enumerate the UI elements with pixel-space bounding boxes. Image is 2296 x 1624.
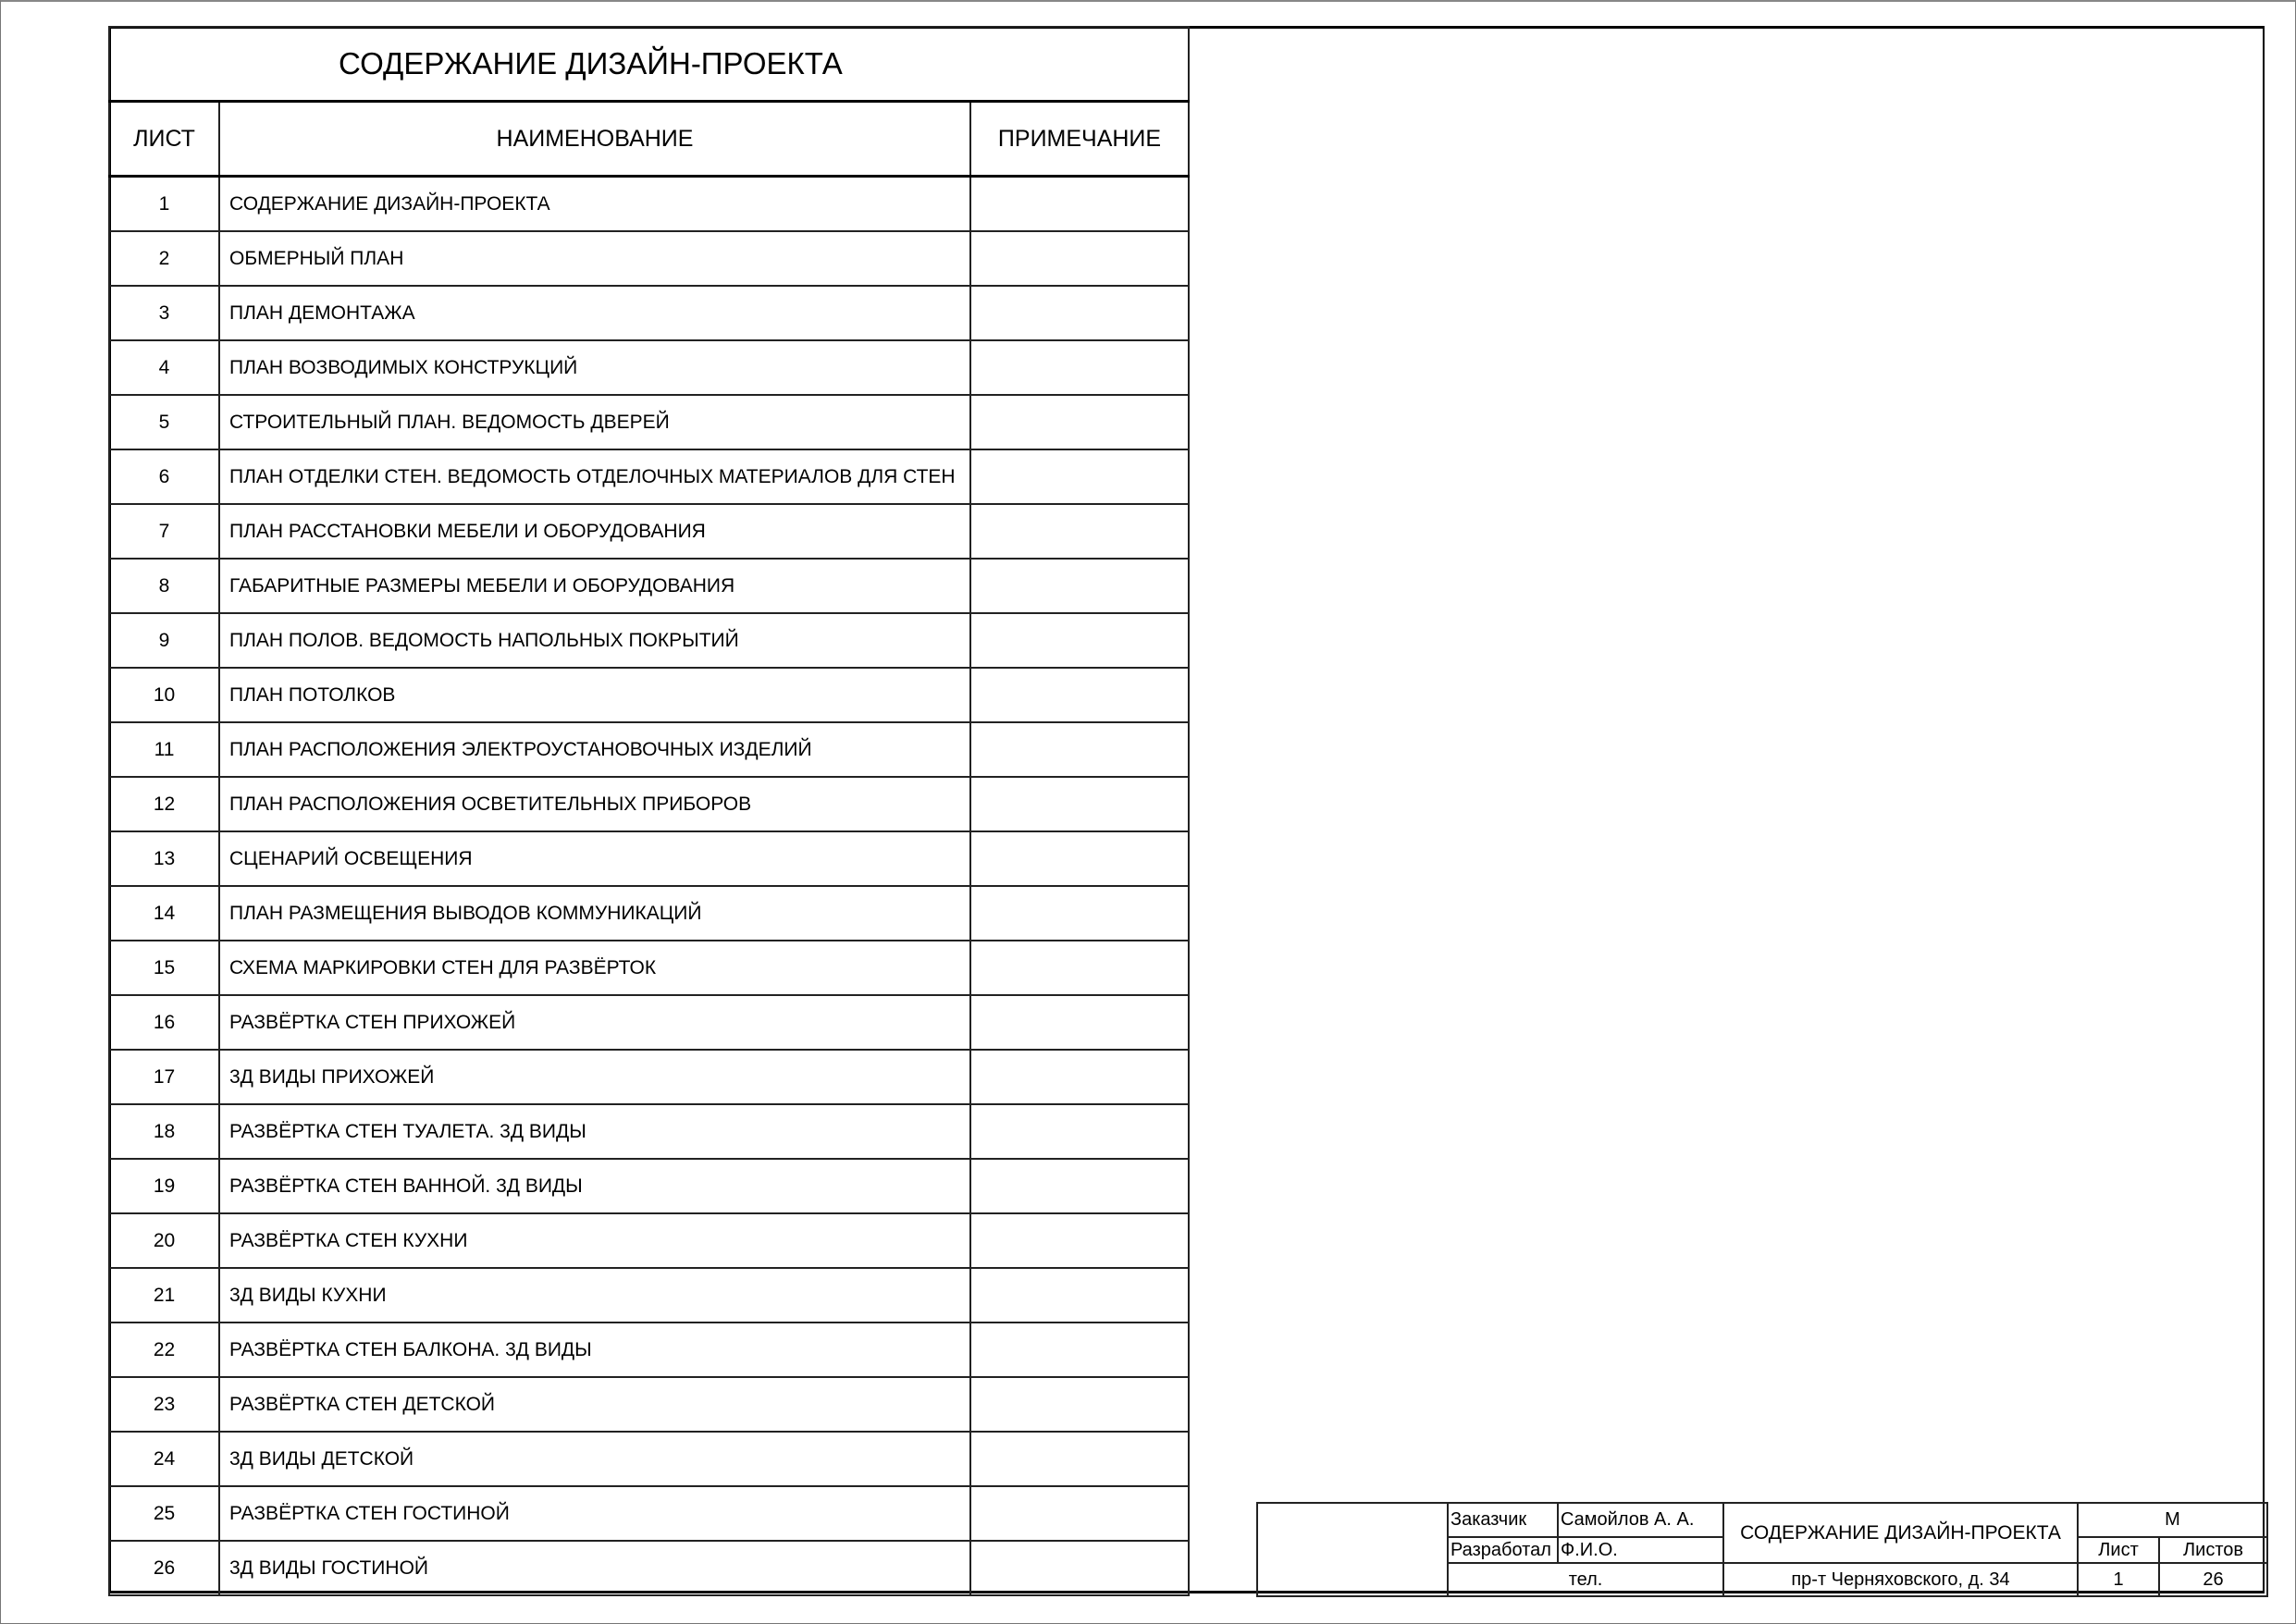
row-sheet-number: 23	[109, 1377, 219, 1432]
row-name: ПЛАН ВОЗВОДИМЫХ КОНСТРУКЦИЙ	[219, 340, 970, 395]
table-row	[109, 1213, 1189, 1268]
table-row	[109, 559, 1189, 613]
row-sheet-number: 25	[109, 1486, 219, 1541]
row-name: ГАБАРИТНЫЕ РАЗМЕРЫ МЕБЕЛИ И ОБОРУДОВАНИЯ	[219, 559, 970, 613]
row-name: РАЗВЁРТКА СТЕН ВАННОЙ. 3Д ВИДЫ	[219, 1159, 970, 1213]
table-row	[109, 1323, 1189, 1377]
sheet-title: СОДЕРЖАНИЕ ДИЗАЙН-ПРОЕКТА	[1723, 1503, 2078, 1563]
row-sheet-number: 6	[109, 449, 219, 504]
row-sheet-number: 1	[109, 177, 219, 232]
row-note	[970, 286, 1189, 340]
row-name: 3Д ВИДЫ ГОСТИНОЙ	[219, 1541, 970, 1595]
table-row	[109, 1486, 1189, 1541]
header-note: ПРИМЕЧАНИЕ	[970, 102, 1189, 177]
row-sheet-number: 20	[109, 1213, 219, 1268]
row-sheet-number: 10	[109, 668, 219, 722]
table-row	[109, 449, 1189, 504]
row-name: 3Д ВИДЫ КУХНИ	[219, 1268, 970, 1323]
row-sheet-number: 26	[109, 1541, 219, 1595]
row-note	[970, 831, 1189, 886]
table-row	[109, 231, 1189, 286]
developer-label: Разработал	[1448, 1537, 1558, 1563]
contents-title: СОДЕРЖАНИЕ ДИЗАЙН-ПРОЕКТА	[109, 27, 1189, 102]
row-note	[970, 1104, 1189, 1159]
row-sheet-number: 19	[109, 1159, 219, 1213]
table-row	[109, 886, 1189, 941]
row-note	[970, 1432, 1189, 1486]
table-row	[109, 995, 1189, 1050]
row-note	[970, 559, 1189, 613]
table-row	[109, 1050, 1189, 1104]
table-row	[109, 1377, 1189, 1432]
table-row	[109, 722, 1189, 777]
row-note	[970, 777, 1189, 831]
row-note	[970, 1213, 1189, 1268]
row-name: РАЗВЁРТКА СТЕН ГОСТИНОЙ	[219, 1486, 970, 1541]
table-row	[109, 1432, 1189, 1486]
row-sheet-number: 4	[109, 340, 219, 395]
row-note	[970, 1159, 1189, 1213]
row-sheet-number: 8	[109, 559, 219, 613]
sheet-label: Лист	[2078, 1537, 2159, 1563]
row-sheet-number: 16	[109, 995, 219, 1050]
row-name: РАЗВЁРТКА СТЕН ДЕТСКОЙ	[219, 1377, 970, 1432]
row-name: РАЗВЁРТКА СТЕН ПРИХОЖЕЙ	[219, 995, 970, 1050]
table-row	[109, 668, 1189, 722]
row-note	[970, 1050, 1189, 1104]
table-row	[109, 340, 1189, 395]
row-note	[970, 1323, 1189, 1377]
table-row	[109, 1541, 1189, 1595]
row-name: ПЛАН РАССТАНОВКИ МЕБЕЛИ И ОБОРУДОВАНИЯ	[219, 504, 970, 559]
row-sheet-number: 18	[109, 1104, 219, 1159]
table-row	[109, 831, 1189, 886]
row-name: ПЛАН ДЕМОНТАЖА	[219, 286, 970, 340]
row-sheet-number: 5	[109, 395, 219, 449]
table-row	[109, 1104, 1189, 1159]
table-row	[109, 504, 1189, 559]
title-block	[1256, 1502, 2268, 1597]
row-name: ОБМЕРНЫЙ ПЛАН	[219, 231, 970, 286]
table-row	[109, 777, 1189, 831]
row-name: СТРОИТЕЛЬНЫЙ ПЛАН. ВЕДОМОСТЬ ДВЕРЕЙ	[219, 395, 970, 449]
row-note	[970, 941, 1189, 995]
table-row	[109, 1268, 1189, 1323]
row-sheet-number: 15	[109, 941, 219, 995]
row-sheet-number: 24	[109, 1432, 219, 1486]
row-note	[970, 1377, 1189, 1432]
sheet-value: 1	[2078, 1563, 2159, 1596]
row-name: РАЗВЁРТКА СТЕН КУХНИ	[219, 1213, 970, 1268]
stage: М	[2078, 1503, 2267, 1537]
row-note	[970, 722, 1189, 777]
row-note	[970, 668, 1189, 722]
row-sheet-number: 3	[109, 286, 219, 340]
table-row	[109, 1159, 1189, 1213]
row-note	[970, 1486, 1189, 1541]
row-name: ПЛАН ПОТОЛКОВ	[219, 668, 970, 722]
row-sheet-number: 12	[109, 777, 219, 831]
header-name: НАИМЕНОВАНИЕ	[219, 102, 970, 177]
row-sheet-number: 7	[109, 504, 219, 559]
row-name: 3Д ВИДЫ ДЕТСКОЙ	[219, 1432, 970, 1486]
table-row	[109, 286, 1189, 340]
contents-table	[108, 26, 1190, 1596]
row-note	[970, 886, 1189, 941]
customer-value: Самойлов А. А.	[1558, 1503, 1723, 1537]
title-block-blank	[1257, 1503, 1448, 1596]
row-note	[970, 449, 1189, 504]
row-note	[970, 504, 1189, 559]
row-sheet-number: 9	[109, 613, 219, 668]
row-note	[970, 995, 1189, 1050]
table-row	[109, 613, 1189, 668]
table-row	[109, 177, 1189, 232]
table-row	[109, 941, 1189, 995]
row-note	[970, 231, 1189, 286]
row-name: СЦЕНАРИЙ ОСВЕЩЕНИЯ	[219, 831, 970, 886]
row-name: СОДЕРЖАНИЕ ДИЗАЙН-ПРОЕКТА	[219, 177, 970, 232]
row-sheet-number: 14	[109, 886, 219, 941]
row-name: ПЛАН ОТДЕЛКИ СТЕН. ВЕДОМОСТЬ ОТДЕЛОЧНЫХ МАТЕРИАЛОВ ДЛЯ СТЕН	[219, 449, 970, 504]
address: пр-т Черняховского, д. 34	[1723, 1563, 2078, 1596]
row-name: ПЛАН РАСПОЛОЖЕНИЯ ЭЛЕКТРОУСТАНОВОЧНЫХ ИЗДЕЛИЙ	[219, 722, 970, 777]
row-name: СХЕМА МАРКИРОВКИ СТЕН ДЛЯ РАЗВЁРТОК	[219, 941, 970, 995]
developer-value: Ф.И.О.	[1558, 1537, 1723, 1563]
row-name: ПЛАН РАЗМЕЩЕНИЯ ВЫВОДОВ КОММУНИКАЦИЙ	[219, 886, 970, 941]
phone-label: тел.	[1448, 1563, 1723, 1596]
row-note	[970, 177, 1189, 232]
row-sheet-number: 11	[109, 722, 219, 777]
customer-label: Заказчик	[1448, 1503, 1558, 1537]
row-name: 3Д ВИДЫ ПРИХОЖЕЙ	[219, 1050, 970, 1104]
table-row	[109, 395, 1189, 449]
sheets-label: Листов	[2159, 1537, 2267, 1563]
row-sheet-number: 17	[109, 1050, 219, 1104]
header-sheet: ЛИСТ	[109, 102, 219, 177]
row-sheet-number: 2	[109, 231, 219, 286]
row-sheet-number: 22	[109, 1323, 219, 1377]
row-note	[970, 1268, 1189, 1323]
row-note	[970, 340, 1189, 395]
row-note	[970, 1541, 1189, 1595]
row-sheet-number: 13	[109, 831, 219, 886]
row-name: ПЛАН ПОЛОВ. ВЕДОМОСТЬ НАПОЛЬНЫХ ПОКРЫТИЙ	[219, 613, 970, 668]
row-note	[970, 613, 1189, 668]
row-note	[970, 395, 1189, 449]
sheets-value: 26	[2159, 1563, 2267, 1596]
row-name: РАЗВЁРТКА СТЕН БАЛКОНА. 3Д ВИДЫ	[219, 1323, 970, 1377]
row-name: ПЛАН РАСПОЛОЖЕНИЯ ОСВЕТИТЕЛЬНЫХ ПРИБОРОВ	[219, 777, 970, 831]
row-name: РАЗВЁРТКА СТЕН ТУАЛЕТА. 3Д ВИДЫ	[219, 1104, 970, 1159]
row-sheet-number: 21	[109, 1268, 219, 1323]
